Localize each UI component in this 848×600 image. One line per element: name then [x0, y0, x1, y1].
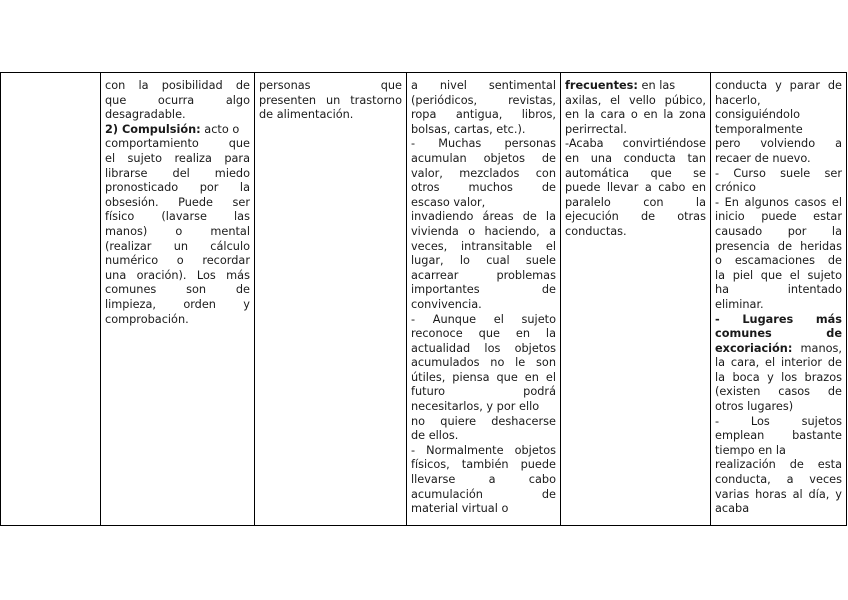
text-line — [411, 167, 556, 182]
line-text: temporalmente — [715, 122, 803, 136]
line-text: convivencia. — [411, 297, 482, 311]
line-text: - Los sujetos — [715, 414, 842, 428]
line-text: puede llevar a cabo en — [565, 181, 706, 195]
text-line — [715, 313, 842, 328]
line-text: el sujeto realiza para — [105, 151, 250, 165]
line-text: ropa antigua, libros, — [411, 108, 556, 122]
text-line — [715, 210, 842, 225]
text-line — [411, 502, 556, 517]
line-text: pero volviendo a — [715, 137, 842, 151]
text-line — [715, 123, 842, 138]
text-line — [411, 444, 556, 459]
text-line — [259, 94, 402, 109]
line-text: librarse del miedo — [105, 166, 250, 180]
text-line — [105, 210, 250, 225]
text-line — [411, 123, 556, 138]
line-text: manos) o mental — [105, 224, 250, 238]
text-line — [715, 342, 842, 357]
text-line — [259, 108, 402, 123]
text-line — [565, 108, 706, 123]
text-line — [411, 254, 556, 269]
text-line — [715, 181, 842, 196]
text-line — [715, 429, 842, 444]
table-cell-col-1 — [1, 73, 101, 526]
line-text: - Muchas personas — [411, 137, 556, 151]
line-text: acumulan objetos de — [411, 151, 556, 165]
text-line — [411, 225, 556, 240]
line-text: invadiendo áreas de la — [411, 210, 556, 224]
line-text: veces, intransitable el — [411, 239, 556, 253]
text-line — [715, 400, 842, 415]
line-text: acto o — [200, 122, 240, 136]
table-row — [1, 73, 847, 526]
text-line — [715, 167, 842, 182]
line-text: físicos, también puede — [411, 458, 556, 472]
line-text: presencia de heridas — [715, 239, 842, 253]
text-line — [715, 152, 842, 167]
text-line — [715, 356, 842, 371]
line-text: la piel que el sujeto — [715, 268, 842, 282]
bold-term: - Lugares más — [715, 312, 842, 326]
line-text: acumulación de — [411, 487, 556, 501]
text-line — [565, 196, 706, 211]
line-text: material virtual o — [411, 502, 509, 516]
line-text: acarrear problemas — [411, 268, 556, 282]
text-line — [715, 444, 842, 459]
line-text: conducta, a veces — [715, 473, 842, 487]
text-line — [411, 240, 556, 255]
text-line — [411, 327, 556, 342]
line-text: realización de esta — [715, 458, 842, 472]
line-text: comportamiento que — [105, 137, 250, 151]
line-text: - Aunque el sujeto — [411, 312, 556, 326]
line-text: presenten un trastorno — [259, 93, 402, 107]
bold-term: comunes de — [715, 327, 842, 341]
line-text: axilas, el vello púbico, — [565, 93, 706, 107]
bold-term: 2) Compulsión: — [105, 122, 201, 136]
line-text: causado por la — [715, 224, 842, 238]
text-line — [565, 181, 706, 196]
text-line — [411, 473, 556, 488]
line-text: (existen casos de — [715, 385, 842, 399]
text-line — [411, 458, 556, 473]
line-text: ejecución de otras — [565, 210, 706, 224]
line-text: útiles, piensa que en el — [411, 370, 556, 384]
text-line — [105, 108, 250, 123]
text-line — [105, 254, 250, 269]
text-line — [105, 313, 250, 328]
text-line — [565, 167, 706, 182]
text-line — [105, 225, 250, 240]
line-text: consiguiéndolo — [715, 108, 801, 122]
text-line — [565, 94, 706, 109]
line-text: acumulados no le son — [411, 356, 556, 370]
text-line — [105, 298, 250, 313]
text-line — [715, 225, 842, 240]
line-text: físico (lavarse las — [105, 210, 250, 224]
line-text: conductas. — [565, 224, 627, 238]
text-line — [715, 415, 842, 430]
line-text: reconoce que en la — [411, 327, 556, 341]
line-text: paralelo con la — [565, 195, 706, 209]
text-line — [411, 385, 556, 400]
bold-term: excoriación: — [715, 341, 793, 355]
line-text: de alimentación. — [259, 108, 354, 122]
text-line — [411, 298, 556, 313]
text-line — [411, 181, 556, 196]
line-text: crónico — [715, 181, 756, 195]
text-line — [715, 94, 842, 109]
text-line — [105, 137, 250, 152]
line-text: en la cara o en la zona — [565, 108, 706, 122]
line-text: de ellos. — [411, 429, 459, 443]
text-line — [105, 152, 250, 167]
line-text: hacerlo, — [715, 93, 761, 107]
text-line — [411, 283, 556, 298]
text-line — [411, 94, 556, 109]
text-line — [411, 79, 556, 94]
line-text: varias horas al día, y — [715, 487, 842, 501]
table-cell-col-6 — [711, 73, 847, 526]
line-text: otros lugares) — [715, 400, 794, 414]
line-text: comunes son de — [105, 283, 250, 297]
text-line — [715, 458, 842, 473]
text-line — [715, 385, 842, 400]
table-cell-col-2 — [101, 73, 255, 526]
text-line — [565, 152, 706, 167]
text-line — [715, 254, 842, 269]
text-line — [411, 371, 556, 386]
text-line — [411, 488, 556, 503]
line-text: tiempo en la — [715, 443, 786, 457]
line-text: lugar, lo cual suele — [411, 254, 556, 268]
line-text: otros muchos de — [411, 181, 556, 195]
text-line — [411, 137, 556, 152]
line-text: inicio puede estar — [715, 210, 842, 224]
line-text: (periódicos, revistas, — [411, 93, 556, 107]
text-line — [105, 283, 250, 298]
line-text: numérico o recordar — [105, 254, 250, 268]
line-text: -Acaba convirtiéndose — [565, 137, 706, 151]
line-text: recaer de nuevo. — [715, 151, 811, 165]
text-line — [715, 283, 842, 298]
line-text: - Normalmente objetos — [411, 443, 556, 457]
line-text: pronosticado por la — [105, 181, 250, 195]
text-line — [105, 269, 250, 284]
line-text: necesitarlos, y por ello — [411, 400, 540, 414]
table-cell-col-4 — [407, 73, 561, 526]
line-text: que ocurra algo — [105, 93, 250, 107]
text-line — [411, 210, 556, 225]
document-table — [0, 72, 847, 526]
line-text: o escamaciones de — [715, 254, 842, 268]
line-text: la cara, el interior de — [715, 356, 842, 370]
text-line — [105, 167, 250, 182]
text-line — [565, 79, 706, 94]
line-text: conducta y parar de — [715, 79, 842, 92]
line-text: - En algunos casos el — [715, 195, 842, 209]
text-line — [411, 400, 556, 415]
text-line — [715, 473, 842, 488]
text-line — [105, 79, 250, 94]
text-line — [411, 313, 556, 328]
line-text: desagradable. — [105, 108, 186, 122]
line-text: llevarse a cabo — [411, 473, 556, 487]
text-line — [715, 371, 842, 386]
text-line — [411, 152, 556, 167]
line-text: eliminar. — [715, 297, 764, 311]
text-line — [715, 137, 842, 152]
table-cell-col-3 — [255, 73, 407, 526]
line-text: futuro podrá — [411, 385, 556, 399]
line-text: obsesión. Puede ser — [105, 195, 250, 209]
line-text: acaba — [715, 502, 750, 516]
line-text: no quiere deshacerse — [411, 414, 556, 428]
line-text: escaso valor, — [411, 195, 486, 209]
text-line — [715, 79, 842, 94]
line-text: emplean bastante — [715, 429, 842, 443]
text-line — [105, 181, 250, 196]
line-text: manos, — [792, 341, 842, 355]
text-line — [715, 298, 842, 313]
text-line — [715, 108, 842, 123]
text-line — [715, 327, 842, 342]
text-line — [715, 488, 842, 503]
line-text: actualidad los objetos — [411, 341, 556, 355]
text-line — [715, 502, 842, 517]
text-line — [565, 123, 706, 138]
line-text: (realizar un cálculo — [105, 239, 250, 253]
bold-term: frecuentes: — [565, 79, 638, 92]
line-text: limpieza, orden y — [105, 297, 250, 311]
line-text: en las — [637, 79, 676, 92]
text-line — [259, 79, 402, 94]
line-text: importantes de — [411, 283, 556, 297]
line-text: una oración). Los más — [105, 268, 250, 282]
line-text: automática que se — [565, 166, 706, 180]
text-line — [411, 269, 556, 284]
line-text: la boca y los brazos — [715, 370, 842, 384]
line-text: personas que — [259, 79, 402, 92]
line-text: comprobación. — [105, 312, 189, 326]
table-cell-col-5 — [561, 73, 711, 526]
line-text: a nivel sentimental — [411, 79, 556, 92]
line-text: perirrectal. — [565, 122, 627, 136]
line-text: valor, mezclados con — [411, 166, 556, 180]
text-line — [565, 210, 706, 225]
text-line — [105, 94, 250, 109]
text-line — [105, 240, 250, 255]
text-line — [105, 123, 250, 138]
text-line — [715, 240, 842, 255]
text-line — [715, 196, 842, 211]
text-line — [565, 225, 706, 240]
text-line — [411, 196, 556, 211]
text-line — [411, 356, 556, 371]
text-line — [715, 269, 842, 284]
text-line — [565, 137, 706, 152]
line-text: - Curso suele ser — [715, 166, 842, 180]
line-text: con la posibilidad de — [105, 79, 250, 92]
text-line — [411, 415, 556, 430]
line-text: bolsas, cartas, etc.). — [411, 122, 526, 136]
line-text: vivienda o haciendo, a — [411, 224, 556, 238]
text-line — [411, 429, 556, 444]
text-line — [105, 196, 250, 211]
line-text: ha intentado — [715, 283, 842, 297]
text-line — [411, 342, 556, 357]
line-text: en una conducta tan — [565, 151, 706, 165]
text-line — [411, 108, 556, 123]
